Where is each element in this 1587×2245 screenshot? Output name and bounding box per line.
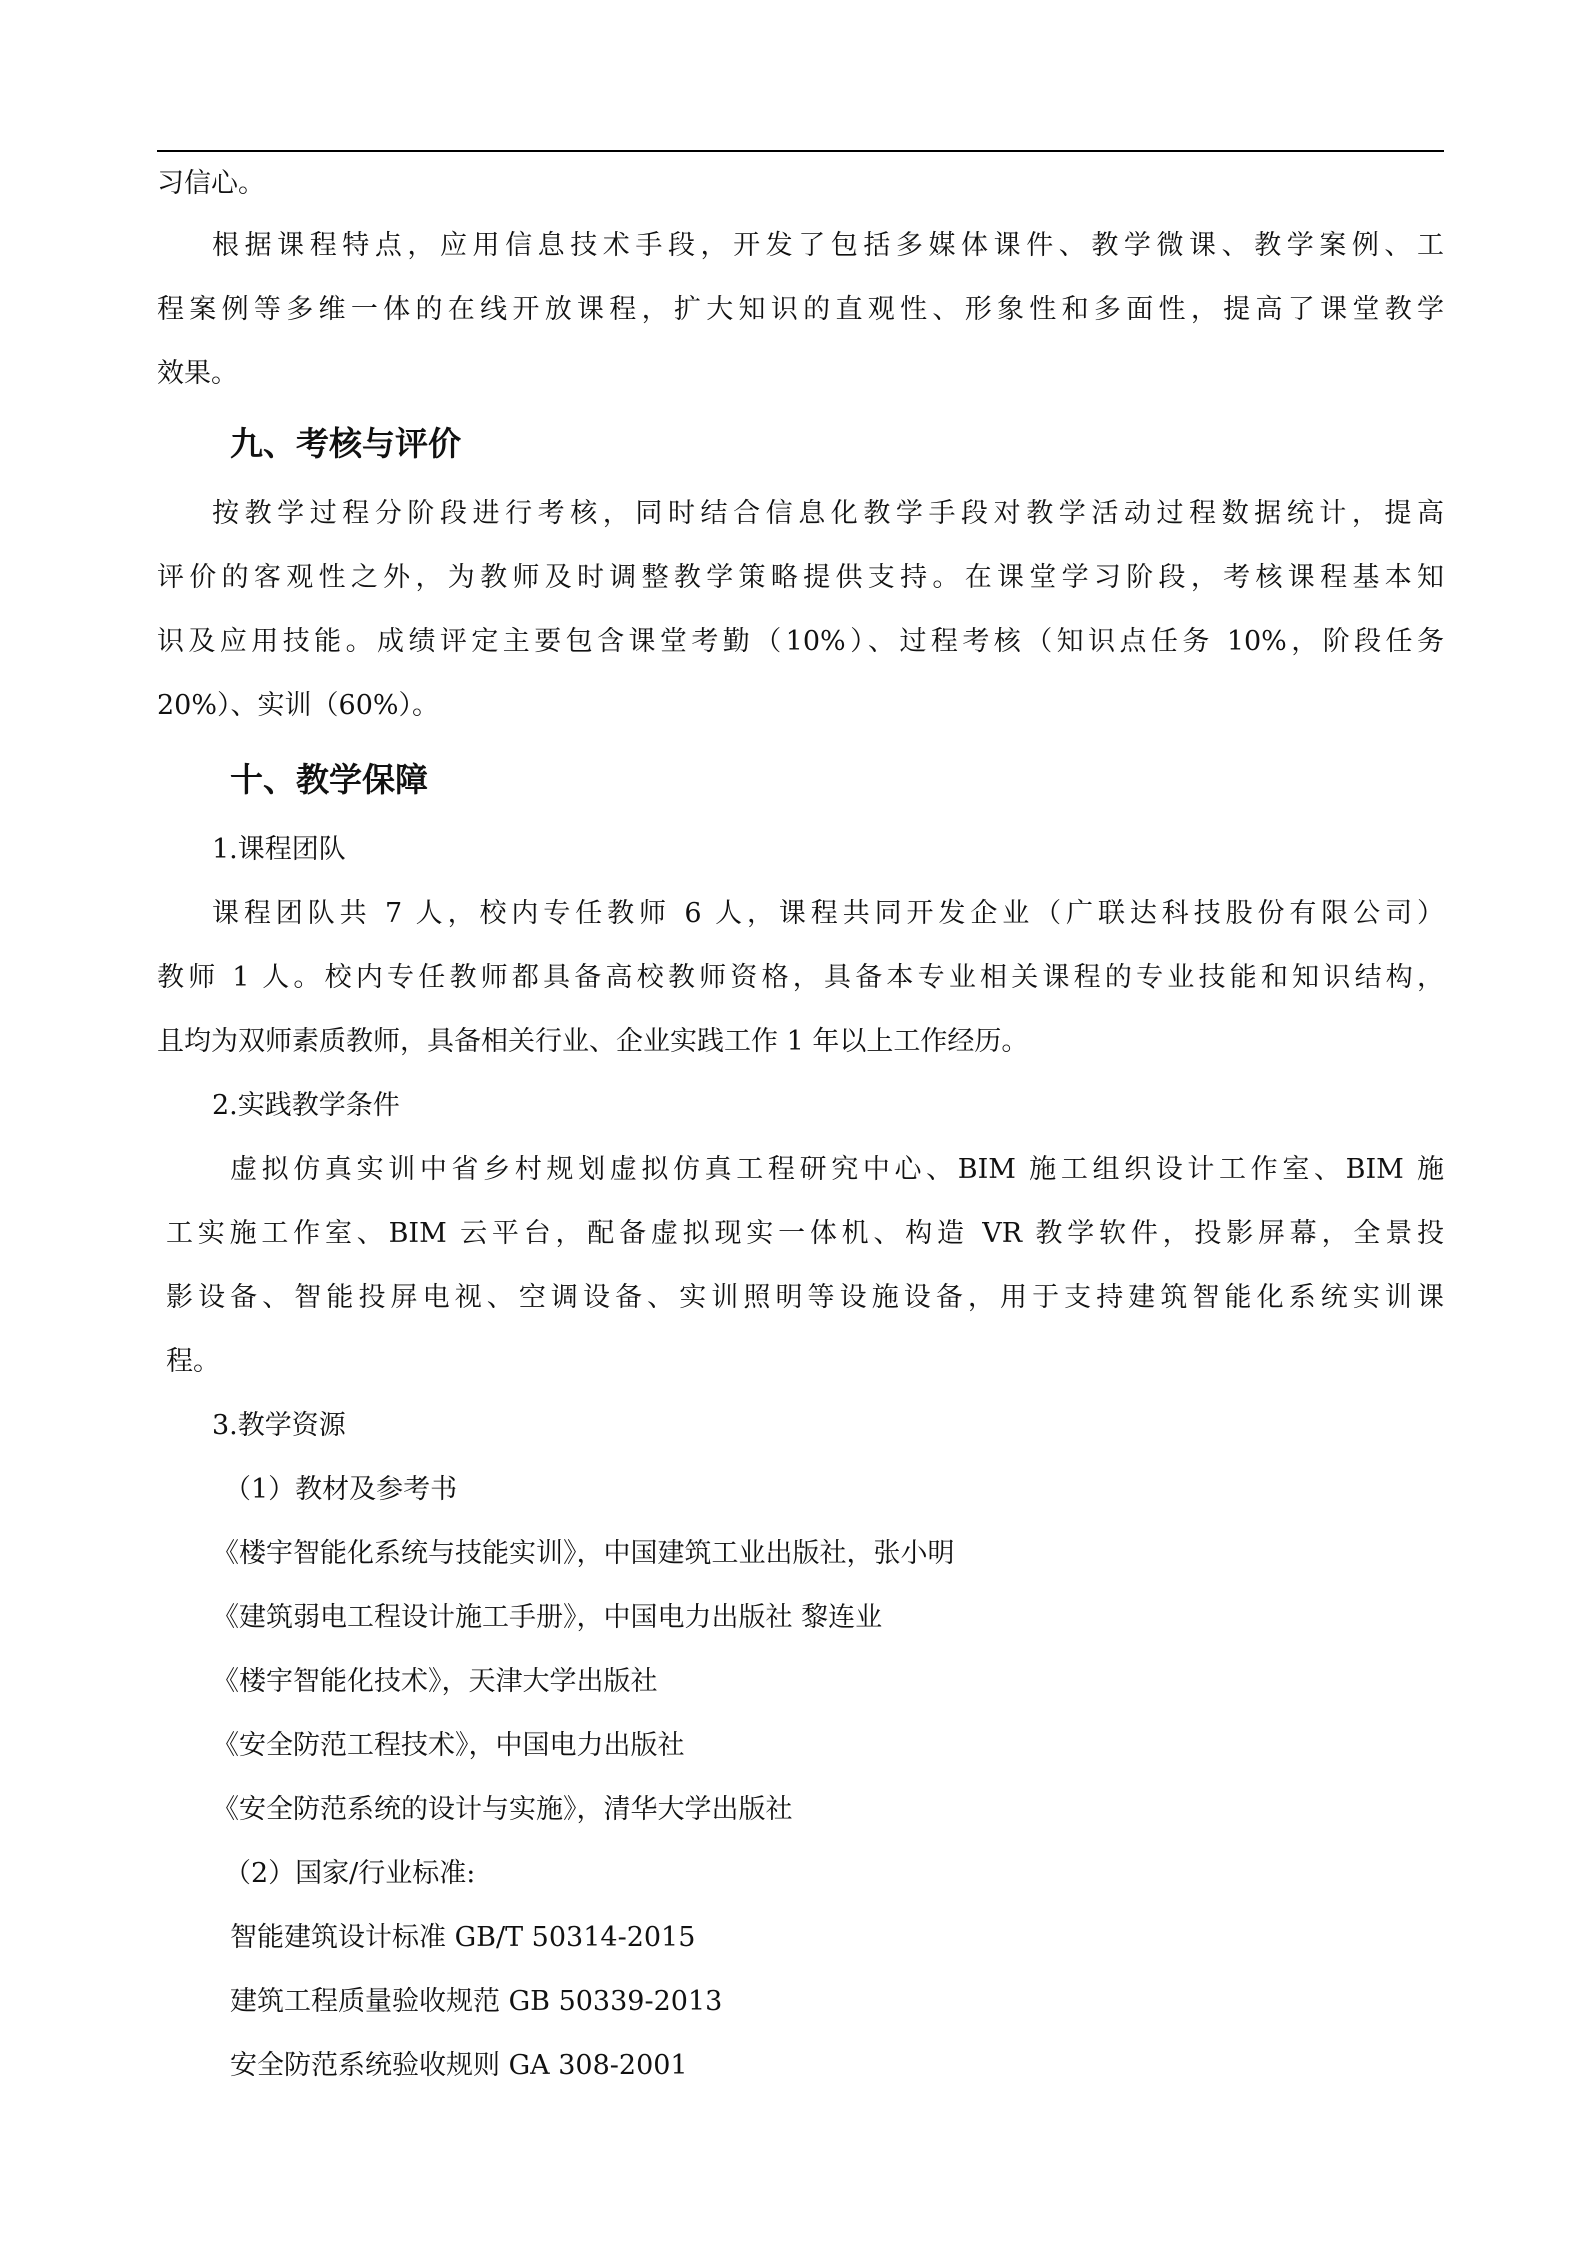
subheading: （2）国家/行业标准: (224, 1858, 476, 1889)
section-heading-assessment: 九、考核与评价 (230, 424, 461, 463)
text-line: 程案例等多维一体的在线开放课程，扩大知识的直观性、形象性和多面性，提高了课堂教学 (157, 294, 1444, 325)
reference-book: 《安全防范系统的设计与实施》，清华大学出版社 (212, 1794, 793, 1825)
text-line: 评价的客观性之外，为教师及时调整教学策略提供支持。在课堂学习阶段，考核课程基本知 (157, 562, 1444, 593)
standard-item: 建筑工程质量验收规范 GB 50339-2013 (230, 1986, 723, 2017)
reference-book: 《建筑弱电工程设计施工手册》，中国电力出版社 黎连业 (212, 1602, 883, 1633)
subheading: （1）教材及参考书 (224, 1474, 458, 1505)
text-line: 按教学过程分阶段进行考核，同时结合信息化教学手段对教学活动过程数据统计，提高 (212, 498, 1444, 529)
subheading: 1.课程团队 (212, 834, 346, 865)
text-line: 程。 (166, 1346, 220, 1377)
reference-book: 《安全防范工程技术》，中国电力出版社 (212, 1730, 685, 1761)
reference-book: 《楼宇智能化技术》，天津大学出版社 (212, 1666, 658, 1697)
text-line: 20%）、实训（60%）。 (157, 690, 440, 721)
text-line: 影设备、智能投屏电视、空调设备、实训照明等设施设备，用于支持建筑智能化系统实训课 (166, 1282, 1444, 1313)
header-rule (157, 150, 1444, 152)
subheading: 3.教学资源 (212, 1410, 346, 1441)
text-line: 工实施工作室、BIM 云平台，配备虚拟现实一体机、构造 VR 教学软件，投影屏幕，全景投 (166, 1218, 1444, 1249)
text-line: 虚拟仿真实训中省乡村规划虚拟仿真工程研究中心、BIM 施工组织设计工作室、BIM 施 (230, 1154, 1444, 1185)
standard-item: 安全防范系统验收规则 GA 308-2001 (230, 2050, 688, 2081)
text-line: 根据课程特点，应用信息技术手段，开发了包括多媒体课件、教学微课、教学案例、工 (212, 230, 1444, 261)
subheading: 2.实践教学条件 (212, 1090, 400, 1121)
standard-item: 智能建筑设计标准 GB/T 50314-2015 (230, 1922, 696, 1953)
text-line: 且均为双师素质教师，具备相关行业、企业实践工作 1 年以上工作经历。 (157, 1026, 1029, 1057)
reference-book: 《楼宇智能化系统与技能实训》，中国建筑工业出版社，张小明 (212, 1538, 955, 1569)
text-line: 课程团队共 7 人，校内专任教师 6 人，课程共同开发企业（广联达科技股份有限公司） (212, 898, 1444, 929)
text-line: 习信心。 (157, 168, 265, 199)
text-line: 效果。 (157, 358, 238, 389)
text-line: 识及应用技能。成绩评定主要包含课堂考勤（10%）、过程考核（知识点任务 10%，阶段任务 (157, 626, 1444, 657)
text-line: 教师 1 人。校内专任教师都具备高校教师资格，具备本专业相关课程的专业技能和知识结构， (157, 962, 1444, 993)
section-heading-teaching-support: 十、教学保障 (230, 760, 428, 799)
